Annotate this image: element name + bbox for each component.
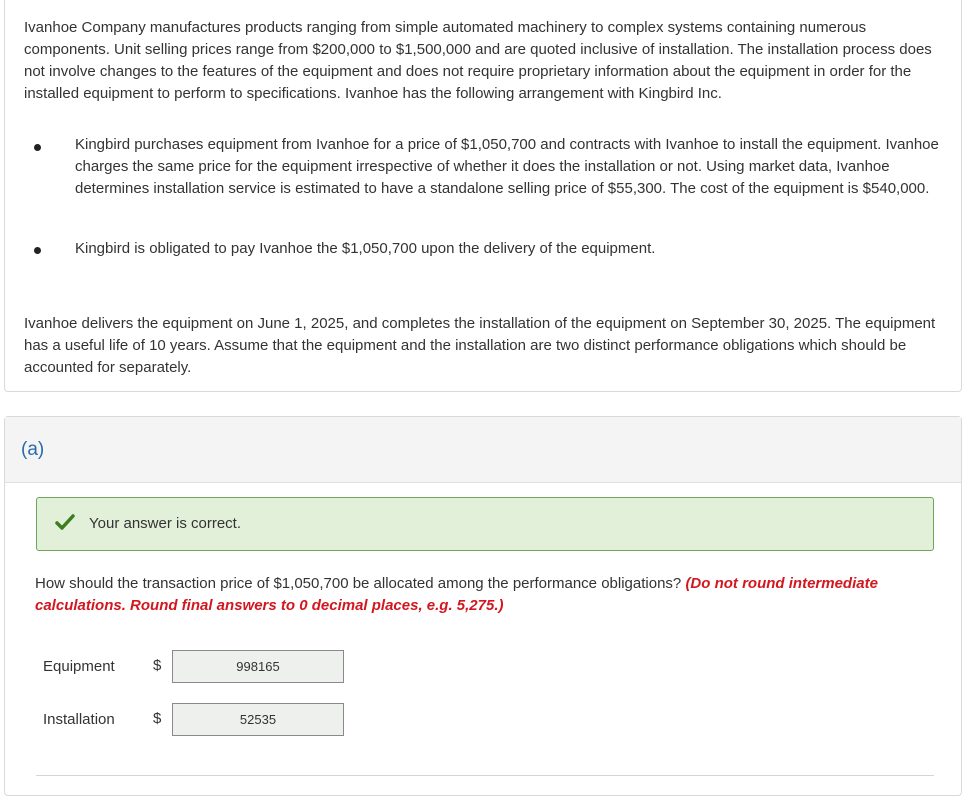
bullet-item-payment: Kingbird is obligated to pay Ivanhoe the $1,050,700 upon the delivery of the equipment. <box>75 240 656 257</box>
equipment-label: Equipment <box>43 658 115 675</box>
problem-delivery: Ivanhoe delivers the equipment on June 1, 2025, and completes the installation of the equipment on September 30, 2025. The equipment has a useful life of 10 years. Assume that the equipment and the installation are two distinct performance obligations which should be accounted for separately. <box>24 315 936 376</box>
problem-intro: Ivanhoe Company manufactures products ranging from simple automated machinery to complex systems containing numerous components. Unit selling prices range from $200,000 to $1,500,000 and are quoted inclusive of installation. The installation process does not involve changes to the features of the equipment and does not require proprietary information about the equipment in order for the installed equipment to perform to specifications. Ivanhoe has the following arrangement with Kingbird Inc. <box>24 19 932 102</box>
question-text <box>35 573 935 617</box>
feedback-text: Your answer is correct. <box>89 515 242 532</box>
feedback-banner <box>36 497 934 551</box>
currency-symbol: $ <box>153 710 162 727</box>
equipment-amount-input[interactable] <box>172 650 344 683</box>
bullet-icon <box>34 247 41 254</box>
question-prompt: How should the transaction price of $1,050,700 be allocated among the performance obligations? <box>35 575 682 592</box>
currency-symbol: $ <box>153 657 162 674</box>
part-label: (a) <box>21 439 45 460</box>
part-a-section <box>4 416 962 796</box>
check-icon <box>55 513 75 531</box>
bullet-icon <box>34 144 41 151</box>
installation-amount-input[interactable] <box>172 703 344 736</box>
bullet-item-purchase: Kingbird purchases equipment from Ivanhoe for a price of $1,050,700 and contracts with Ivanhoe to install the equipment. Ivanhoe charges the same price for the equipment irrespective of whether it does the installation or not. Using market data, Ivanhoe determines installation service is estimated to have a standalone selling price of $55,300. The cost of the equipment is $540,000. <box>75 136 939 197</box>
divider <box>36 775 934 776</box>
installation-label: Installation <box>43 711 115 728</box>
part-header <box>5 417 961 483</box>
question-instruction: (Do not round intermediate calculations. Round final answers to 0 decimal places, e.g. 5,275.) <box>35 575 878 614</box>
problem-statement <box>4 0 962 392</box>
